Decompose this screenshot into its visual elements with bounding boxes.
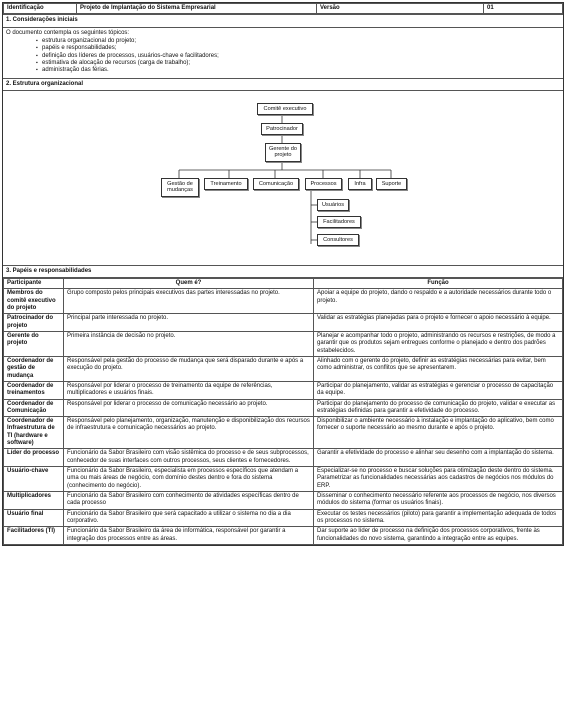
participant-cell: Patrocinador do projeto bbox=[4, 314, 64, 332]
participant-cell: Membros do comitê executivo do projeto bbox=[4, 289, 64, 314]
list-item: ▪ papéis e responsabilidades; bbox=[36, 45, 560, 52]
list-item: ▪ estrutura organizacional do projeto; bbox=[36, 38, 560, 45]
function-cell: Participar do planejamento do processo de comunicação do projeto, validar e executar as estratégias definidas para garantir a efetividade do processo. bbox=[314, 399, 563, 417]
section-title: 2. Estrutura organizacional bbox=[3, 79, 563, 91]
table-row bbox=[4, 289, 563, 314]
project-name: Projeto de Implantação do Sistema Empresarial bbox=[77, 4, 317, 14]
section-title: 1. Considerações iniciais bbox=[3, 15, 563, 27]
function-cell: Especializar-se no processo e buscar soluções para otimização deste dentro do sistema. Parametrizar as funcionalidades necessárias aos cadastros de negócios nos módulos do ERP. bbox=[314, 467, 563, 492]
document bbox=[2, 2, 564, 546]
function-cell: Participar do planejamento, validar as estratégias e gerenciar o processo de capacitação da equipe. bbox=[314, 381, 563, 399]
who-cell: Funcionário da Sabor Brasileiro que será capacitado a utilizar o sistema no dia a dia corporativo. bbox=[64, 509, 314, 527]
function-cell: Executar os testes necessários (piloto) para garantir a implementação adequada de todos os processos no sistema. bbox=[314, 509, 563, 527]
who-cell: Funcionário da Sabor Brasileiro, especialista em processos específicos que atendam a uma ou mais áreas de negócio, com domínio destes dentro e fora do sistema (conhecimento do negócio). bbox=[64, 467, 314, 492]
function-cell: Disseminar o conhecimento necessário referente aos processos de negócio, nos diversos módulos do sistema (formar os usuários finais). bbox=[314, 491, 563, 509]
participant-cell: Coordenador de Infraestrutura de TI (hardware e software) bbox=[4, 417, 64, 449]
who-cell: Responsável por liderar o processo de comunicação necessário ao projeto. bbox=[64, 399, 314, 417]
list-item: ▪ administração das férias. bbox=[36, 67, 560, 74]
org-node-gestao: Gestão de mudanças bbox=[161, 178, 199, 197]
column-header: Participante bbox=[4, 279, 64, 289]
participant-cell: Multiplicadores bbox=[4, 491, 64, 509]
org-node-gerente: Gerente do projeto bbox=[265, 143, 301, 162]
org-chart bbox=[3, 91, 563, 265]
table-row bbox=[4, 417, 563, 449]
who-cell: Responsável por liderar o processo de treinamento da equipe de referências, multiplicadores e usuários finais. bbox=[64, 381, 314, 399]
section-considerations bbox=[3, 14, 563, 77]
org-node-treinamento: Treinamento bbox=[204, 178, 248, 190]
org-node-comite: Comitê executivo bbox=[257, 103, 313, 115]
version-label: Versão bbox=[317, 4, 484, 14]
org-node-consultores: Consultores bbox=[317, 234, 359, 246]
table-row bbox=[4, 399, 563, 417]
list-item: ▪ estimativa de alocação de recursos (carga de trabalho); bbox=[36, 60, 560, 67]
function-cell: Disponibilizar o ambiente necessário à instalação e implantação do aplicativo, bem como fornecer o suporte necessário ao mesmo durante e após o projeto. bbox=[314, 417, 563, 449]
org-node-usuarios: Usuários bbox=[317, 199, 349, 211]
org-node-infra: Infra bbox=[348, 178, 372, 190]
version-value: 01 bbox=[484, 4, 563, 14]
table-row bbox=[4, 449, 563, 467]
who-cell: Grupo composto pelos principais executivos das partes interessadas no projeto. bbox=[64, 289, 314, 314]
participant-cell: Gerente do projeto bbox=[4, 332, 64, 357]
function-cell: Alinhado com o gerente do projeto, definir as estratégias necessárias para evitar, bem como administrar, os conflitos que se apresentarem. bbox=[314, 356, 563, 381]
column-header: Função bbox=[314, 279, 563, 289]
participant-cell: Usuário final bbox=[4, 509, 64, 527]
who-cell: Funcionário da Sabor Brasileiro da área de informática, responsável por garantir a integração dos processos entre as áreas. bbox=[64, 527, 314, 545]
section-roles bbox=[3, 265, 563, 545]
function-cell: Apoiar a equipe do projeto, dando o respaldo e a autoridade necessários durante todo o projeto. bbox=[314, 289, 563, 314]
table-row bbox=[4, 527, 563, 545]
who-cell: Primeira instância de decisão no projeto. bbox=[64, 332, 314, 357]
table-row bbox=[4, 332, 563, 357]
function-cell: Planejar e acompanhar todo o projeto, administrando os recursos e restrições, de modo a garantir que os produtos sejam entregues conforme o planejado e dentro dos padrões estabelecidos. bbox=[314, 332, 563, 357]
who-cell: Principal parte interessada no projeto. bbox=[64, 314, 314, 332]
list-item: ▪ definição dos líderes de processos, usuários-chave e facilitadores; bbox=[36, 53, 560, 60]
participant-cell: Líder do processo bbox=[4, 449, 64, 467]
table-row bbox=[4, 467, 563, 492]
participant-cell: Coordenador de gestão de mudança bbox=[4, 356, 64, 381]
table-row bbox=[4, 491, 563, 509]
table-row bbox=[4, 314, 563, 332]
column-header: Quem é? bbox=[64, 279, 314, 289]
section-title: 3. Papéis e responsabilidades bbox=[3, 266, 563, 278]
header-table bbox=[3, 3, 563, 14]
participant-cell: Facilitadores (TI) bbox=[4, 527, 64, 545]
org-node-patrocinador: Patrocinador bbox=[261, 123, 303, 135]
table-row bbox=[4, 356, 563, 381]
function-cell: Garantir a efetividade do processo e alinhar seu desenho com a implantação do sistema. bbox=[314, 449, 563, 467]
table-row bbox=[4, 509, 563, 527]
topics-list bbox=[36, 38, 560, 75]
function-cell: Dar suporte ao líder de processo na definição dos processos corporativos, frente às funcionalidades do novo sistema, garantindo a integração entre as equipes. bbox=[314, 527, 563, 545]
org-node-processos: Processos bbox=[305, 178, 342, 190]
org-node-facilitadores: Facilitadores bbox=[317, 216, 361, 228]
org-node-suporte: Suporte bbox=[376, 178, 407, 190]
participant-cell: Coordenador de treinamentos bbox=[4, 381, 64, 399]
roles-table bbox=[3, 278, 563, 545]
table-row bbox=[4, 381, 563, 399]
identification-label: Identificação bbox=[4, 4, 77, 14]
intro-text: O documento contempla os seguintes tópicos: bbox=[6, 29, 130, 36]
participant-cell: Coordenador de Comunicação bbox=[4, 399, 64, 417]
who-cell: Funcionário da Sabor Brasileiro com conhecimento de atividades específicas dentro de cada processo bbox=[64, 491, 314, 509]
who-cell: Funcionário da Sabor Brasileiro com visão sistêmica do processo e de seus subprocessos, conhecedor de suas interfaces com outros processos, seus clientes e fornecedores. bbox=[64, 449, 314, 467]
who-cell: Responsável pelo planejamento, organização, manutenção e disponibilização dos recursos de infraestrutura e comunicação necessários ao projeto. bbox=[64, 417, 314, 449]
function-cell: Validar as estratégias planejadas para o projeto e fornecer o apoio necessário à equipe. bbox=[314, 314, 563, 332]
who-cell: Responsável pela gestão do processo de mudança que será disparado durante e após a execução do projeto. bbox=[64, 356, 314, 381]
participant-cell: Usuário-chave bbox=[4, 467, 64, 492]
section-org-structure bbox=[3, 78, 563, 265]
org-node-comunicacao: Comunicação bbox=[253, 178, 299, 190]
